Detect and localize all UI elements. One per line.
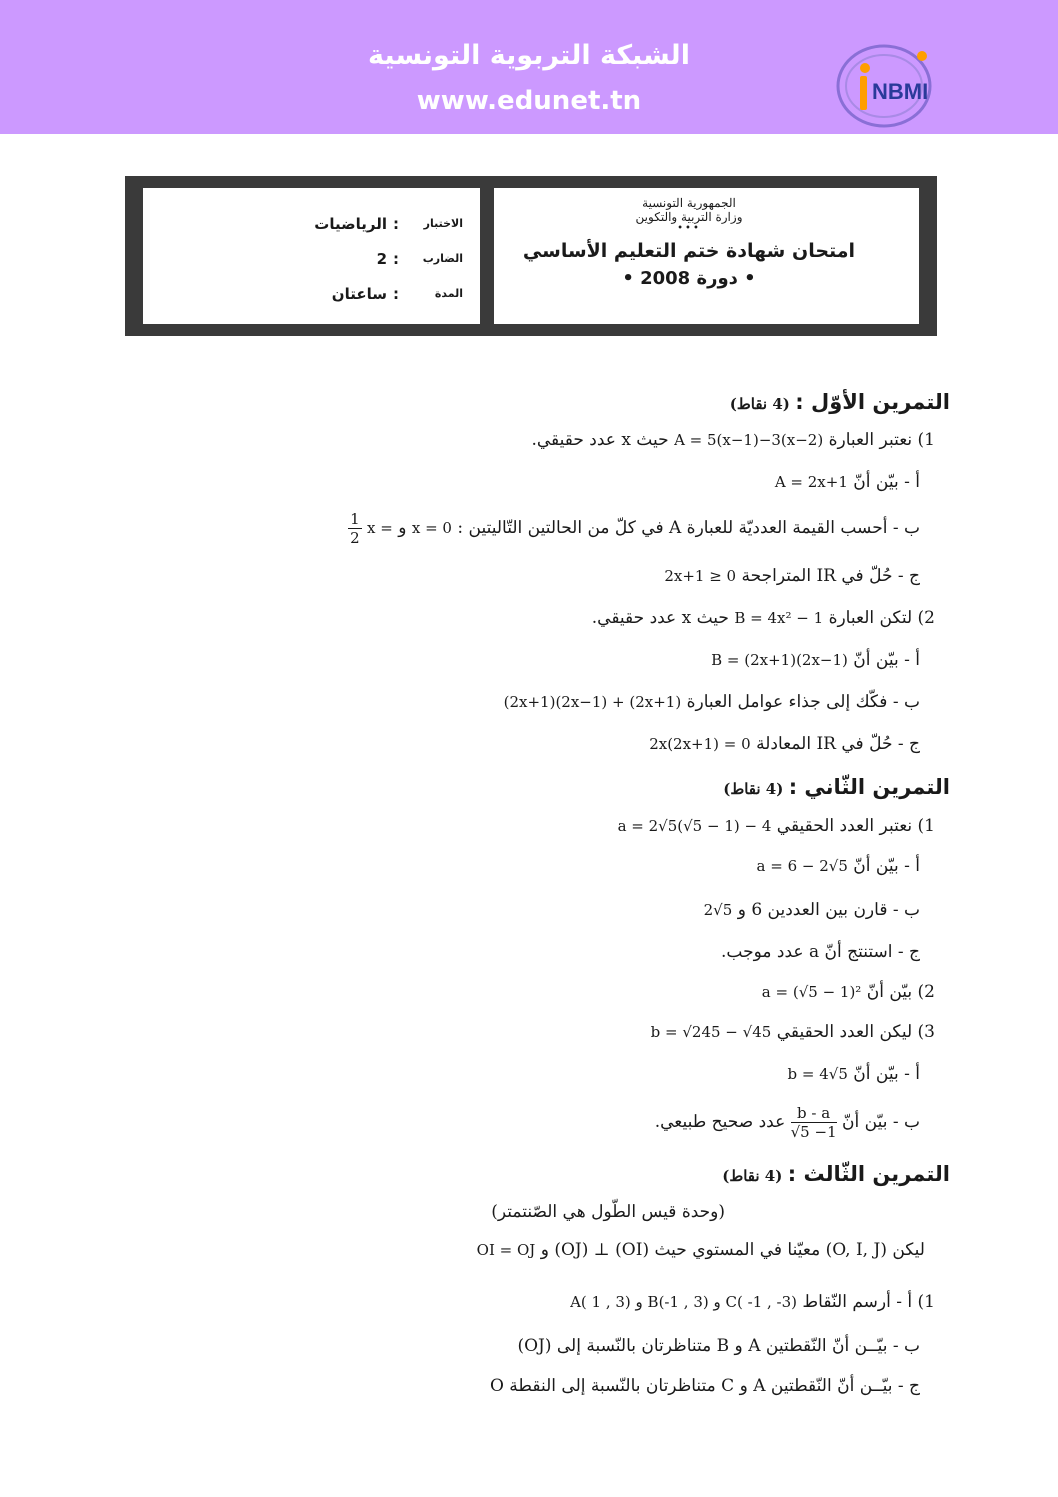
ex1-q1 (531, 430, 935, 450)
ex1-q1b-and: و (398, 518, 407, 538)
ex1-q2-expr: B = 4x² − 1 (734, 609, 824, 627)
ex2-q3 (651, 1022, 935, 1042)
ex1-q1c-expr: 2x+1 ≥ 0 (664, 567, 737, 585)
ex1-q2c-expr: 2x(2x+1) = 0 (649, 735, 751, 753)
ex2-title: التمرين الثّاني : (788, 775, 950, 799)
duration-label: المدة (434, 287, 463, 300)
site-banner (0, 0, 1058, 134)
ex3-points: (4 نقاط) (722, 1167, 783, 1185)
exam-session: • دورة 2008 • (622, 268, 756, 289)
ex1-q1b-case1: x = 0 (411, 519, 452, 537)
ex2-q1a-label: أ - بيّن أنّ (853, 856, 920, 876)
ex2-q3a-label: أ - بيّن أنّ (853, 1064, 920, 1084)
ex2-q3-expr: b = √245 − √45 (650, 1023, 772, 1041)
ex1-q1-tail: حيث x عدد حقيقي. (531, 430, 669, 450)
ex1-q1c (664, 566, 920, 586)
exam-info (479, 196, 899, 289)
ex1-q1a (775, 472, 920, 492)
subject-value: الرياضيات (314, 214, 387, 233)
ex3-q1b-text: ب - بيّــن أنّ النّقطتين A و B متناظرتان بالنّسبة إلى (OJ) (517, 1336, 920, 1356)
ex3-frame-text: ليكن (O, I, J) معيّنا في المستوي حيث (OI) ⊥ (OJ) و (540, 1240, 925, 1260)
ex1-q2a-expr: B = (2x+1)(2x−1) (711, 651, 848, 669)
subject-row: الاختبار : الرياضيات (314, 214, 463, 233)
half-fraction: $\frac{1}{2}$ (350, 510, 360, 547)
ex3-q1a-points: A( 1 , 3) و B(-1 , 3) و C( -1 , -3) (570, 1293, 798, 1311)
ex2-q1b-expr: 2√5 (703, 901, 733, 919)
ex1-q1a-label: أ - بيّن أنّ (853, 472, 920, 492)
ex1-q2b-expr: (2x+1)(2x−1) + (2x+1) (503, 693, 682, 711)
subject-label: الاختبار (423, 217, 463, 230)
duration-row: المدة : ساعتان (331, 284, 463, 303)
ex2-q2-label: 2) بيّن أنّ (866, 982, 935, 1002)
svg-text:NBMI: NBMI (872, 79, 929, 104)
ex3-frame-expr: OI = OJ (476, 1241, 536, 1259)
ex1-title: التمرين الأوّل : (795, 390, 950, 414)
ex2-q1b-label: ب - قارن بين العددين 6 و (737, 900, 920, 920)
ex1-q1b (348, 510, 920, 547)
ex1-q2-intro: 2) لتكن العبارة (828, 608, 935, 628)
ex1-q1b-label: ب - أحسب القيمة العدديّة للعبارة A في كلّ من الحالتين التّاليتين : (457, 518, 920, 538)
ex2-q3a-expr: b = 4√5 (787, 1065, 848, 1083)
ex2-q1a (757, 856, 920, 876)
ex1-q2c-label: ج - حُلّ في IR المعادلة (756, 734, 920, 754)
ex2-heading (723, 775, 950, 799)
exam-details (273, 206, 463, 311)
ex1-q2b (504, 692, 920, 712)
ex1-q2c (649, 734, 920, 754)
ex1-q2b-label: ب - فكّك إلى جذاء عوامل العبارة (686, 692, 920, 712)
ex3-heading (722, 1162, 950, 1186)
ex2-q1c-label: ج - استنتج أنّ a عدد موجب. (721, 942, 920, 962)
ex1-heading (730, 390, 950, 414)
ex1-q1c-label: ج - حُلّ في IR المتراجحة (741, 566, 920, 586)
ex1-q1a-expr: A = 2x+1 (774, 473, 848, 491)
ex2-q3-intro: 3) ليكن العدد الحقيقي (776, 1022, 935, 1042)
ex1-q1-expr: A = 5(x−1)−3(x−2) (674, 431, 824, 449)
coef-value: 2 (376, 249, 387, 268)
ex2-q3b-tail: عدد صحيح طبيعي. (654, 1112, 786, 1132)
ex1-q2-tail: حيث x عدد حقيقي. (591, 608, 729, 628)
ex2-points: (4 نقاط) (723, 780, 784, 798)
ex1-q1-intro: 1) نعتبر العبارة (828, 430, 935, 450)
ex2-q2 (762, 982, 935, 1002)
ex3-q1a-label: 1) أ - أرسم النّقاط (802, 1292, 935, 1312)
ex2-q1b (704, 900, 920, 920)
ex3-q1c (490, 1376, 920, 1396)
ex2-q3b-label: ب - بيّن أنّ (842, 1112, 920, 1132)
ex1-q1b-case2: x = (367, 519, 393, 537)
ex2-q3b (655, 1104, 920, 1141)
exam-title: امتحان شهادة ختم التعليم الأساسي (522, 240, 856, 262)
ex3-unit-text: (وحدة قيس الطّول هي الصّنتمتر) (491, 1202, 725, 1222)
ministry-name: وزارة التربية والتكوين (635, 210, 743, 224)
ex3-q1b (517, 1336, 920, 1356)
ex3-title: التمرين الثّالث : (787, 1162, 950, 1186)
site-url[interactable]: www.edunet.tn (416, 86, 642, 116)
ex2-q1a-expr: a = 6 − 2√5 (756, 857, 848, 875)
coef-label: الضارب (422, 252, 463, 265)
ex2-q2-expr: a = (√5 − 1)² (761, 983, 862, 1001)
ex1-points: (4 نقاط) (729, 395, 790, 413)
ex3-q1a (570, 1292, 935, 1312)
exam-header (125, 176, 937, 336)
ex1-q2a-label: أ - بيّن أنّ (853, 650, 920, 670)
ex3-unit (491, 1202, 725, 1222)
ex2-q1 (618, 816, 935, 836)
ex3-frame (477, 1240, 925, 1260)
duration-value: ساعتان (331, 284, 387, 303)
ex2-q3a (788, 1064, 920, 1084)
ex2-q1-intro: 1) نعتبر العدد الحقيقي (776, 816, 935, 836)
ex1-q2a (711, 650, 920, 670)
ex2-q1-expr: a = 2√5(√5 − 1) − 4 (617, 817, 772, 835)
nbmi-logo-icon (822, 36, 952, 132)
ex1-q2 (592, 608, 935, 628)
ex2-q1c (721, 942, 920, 962)
ex3-q1c-text: ج - بيّــن أنّ النّقطتين A و C متناظرتان بالنّسبة إلى النقطة O (489, 1376, 920, 1396)
site-title: الشبكة التربوية التونسية (368, 40, 690, 71)
ex2-q3b-fraction: $\frac{b - a}{√5 -1}$ (790, 1104, 837, 1141)
coef-row: الضارب : 2 (376, 249, 463, 268)
header-dots: ••• (677, 223, 701, 234)
republic-name: الجمهورية التونسية (642, 196, 736, 210)
